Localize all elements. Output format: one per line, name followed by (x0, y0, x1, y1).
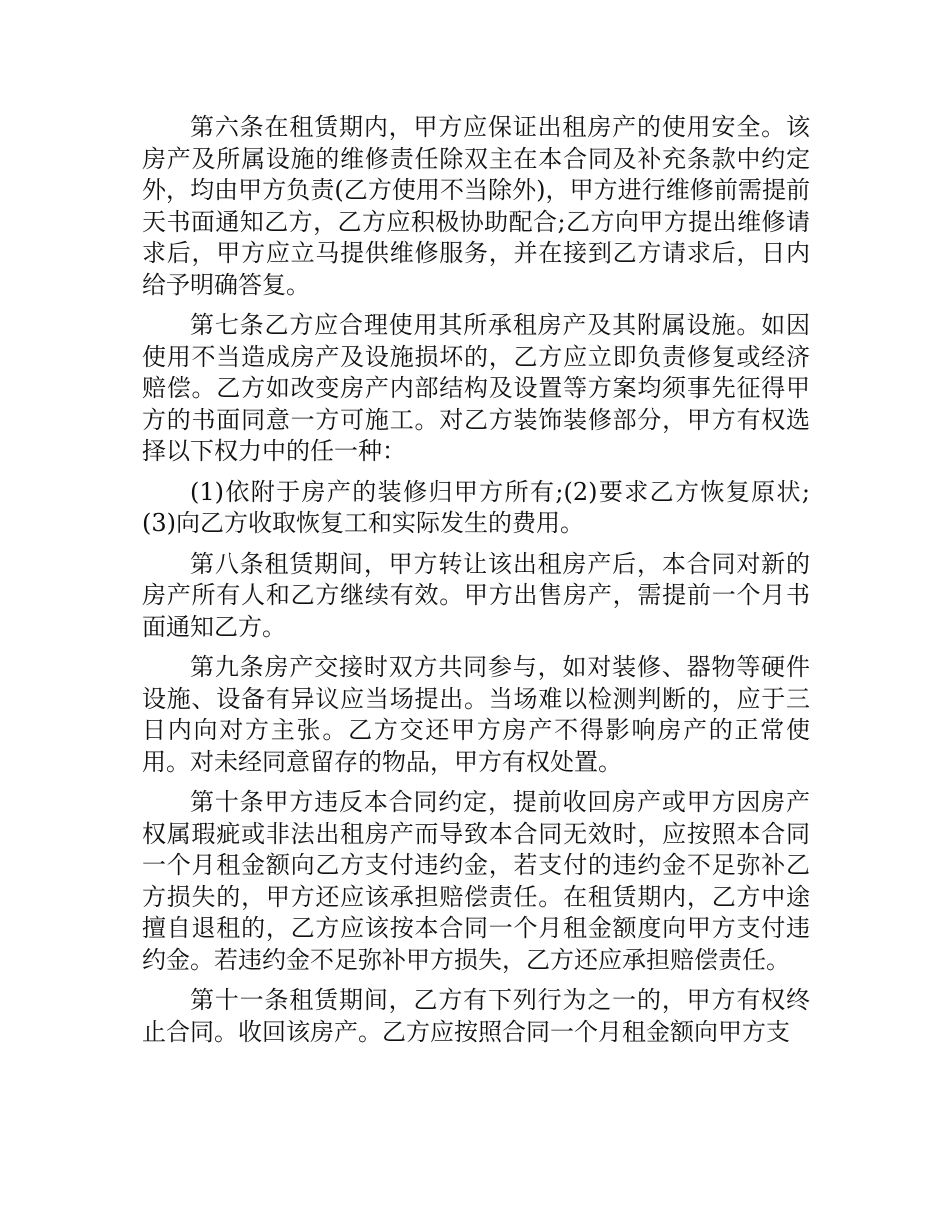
paragraph-article-7: 第七条乙方应合理使用其所承租房产及其附属设施。如因使用不当造成房产及设施损坏的，乙方应立即负责修复或经济赔偿。乙方如改变房产内部结构及设置等方案均须事先征得甲方的书面同意一方可施工。对乙方装饰装修部分，甲方有权选择以下权力中的任一种： (142, 311, 810, 465)
paragraph-article-6: 第六条在租赁期内，甲方应保证出租房产的使用安全。该房产及所属设施的维修责任除双主在本合同及补充条款中约定外，均由甲方负责(乙方使用不当除外)，甲方进行维修前需提前天书面通知乙方，乙方应积极协助配合;乙方向甲方提出维修请求后，甲方应立马提供维修服务，并在接到乙方请求后，日内给予明确答复。 (142, 113, 810, 299)
paragraph-article-11: 第十一条租赁期间，乙方有下列行为之一的，甲方有权终止合同。收回该房产。乙方应按照合同一个月租金额向甲方支 (142, 986, 810, 1046)
document-body (142, 112, 810, 1048)
paragraph-article-7-options: (1)依附于房产的装修归甲方所有;(2)要求乙方恢复原状;(3)向乙方收取恢复工和实际发生的费用。 (142, 477, 810, 537)
paragraph-article-9: 第九条房产交接时双方共同参与，如对装修、器物等硬件设施、设备有异议应当场提出。当场难以检测判断的，应于三日内向对方主张。乙方交还甲方房产不得影响房产的正常使用。对未经同意留存的物品，甲方有权处置。 (142, 653, 810, 776)
paragraph-article-10: 第十条甲方违反本合同约定，提前收回房产或甲方因房产权属瑕疵或非法出租房产而导致本合同无效时，应按照本合同一个月租金额向乙方支付违约金，若支付的违约金不足弥补乙方损失的，甲方还应该承担赔偿责任。在租赁期内，乙方中途擅自退租的，乙方应该按本合同一个月租金额度向甲方支付违约金。若违约金不足弥补甲方损失，乙方还应承担赔偿责任。 (142, 788, 810, 974)
paragraph-article-8: 第八条租赁期间，甲方转让该出租房产后，本合同对新的房产所有人和乙方继续有效。甲方出售房产，需提前一个月书面通知乙方。 (142, 549, 810, 641)
